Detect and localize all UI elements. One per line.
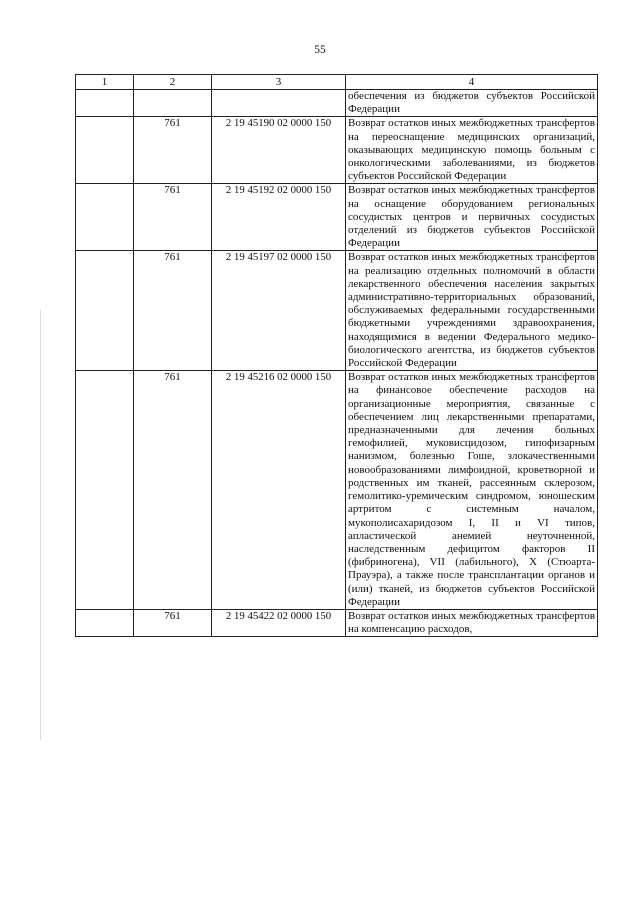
table-row bbox=[76, 609, 598, 636]
kbk-code-cell: 2 19 45192 02 0000 150 bbox=[212, 184, 346, 251]
table-row bbox=[76, 251, 598, 371]
table-row bbox=[76, 117, 598, 184]
admin-code-cell: 761 bbox=[134, 117, 212, 184]
kbk-code-cell: 2 19 45216 02 0000 150 bbox=[212, 371, 346, 610]
cell-col1 bbox=[76, 371, 134, 610]
description-cell: Возврат остатков иных межбюджетных трансфертов на оснащение оборудованием региональных сосудистых центров и первичных сосудистых отделений из бюджетов субъектов Российской Федерации bbox=[346, 184, 598, 251]
admin-code-cell: 761 bbox=[134, 609, 212, 636]
cell-empty bbox=[76, 90, 134, 117]
description-cell: Возврат остатков иных межбюджетных трансфертов на переоснащение медицинских организаций, оказывающих медицинскую помощь больным с онкологическими заболеваниями, из бюджетов субъектов Российской Федерации bbox=[346, 117, 598, 184]
header-col-2: 2 bbox=[134, 75, 212, 90]
description-cell: Возврат остатков иных межбюджетных трансфертов на компенсацию расходов, bbox=[346, 609, 598, 636]
kbk-code-cell: 2 19 45422 02 0000 150 bbox=[212, 609, 346, 636]
kbk-code-cell: 2 19 45190 02 0000 150 bbox=[212, 117, 346, 184]
header-col-3: 3 bbox=[212, 75, 346, 90]
description-cell: обеспечения из бюджетов субъектов Российской Федерации bbox=[346, 90, 598, 117]
description-cell: Возврат остатков иных межбюджетных трансфертов на финансовое обеспечение расходов на организационные мероприятия, связанные с обеспечением лиц лекарственными препаратами, предназначенными для лечения больных гемофилией, муковисцидозом, гипофизарным нанизмом, болезнью Гоше, злокачественными новообразованиями лимфоидной, кроветворной и родственных им тканей, рассеянным склерозом, гемолитико-уремическим синдромом, юношеским артритом с системным началом, мукополисахаридозом I, II и VI типов, апластической анемией неуточненной, наследственным дефицитом факторов II (фибриногена), VII (лабильного), X (Стюарта-Прауэра), а также после трансплантации органов и (или) тканей, из бюджетов субъектов Российской Федерации bbox=[346, 371, 598, 610]
table-row bbox=[76, 184, 598, 251]
cell-empty bbox=[212, 90, 346, 117]
admin-code-cell: 761 bbox=[134, 251, 212, 371]
header-col-4: 4 bbox=[346, 75, 598, 90]
admin-code-cell: 761 bbox=[134, 184, 212, 251]
table-header-row bbox=[76, 75, 598, 90]
cell-empty bbox=[134, 90, 212, 117]
admin-code-cell: 761 bbox=[134, 371, 212, 610]
table-row-continuation bbox=[76, 90, 598, 117]
table-row bbox=[76, 371, 598, 610]
cell-col1 bbox=[76, 609, 134, 636]
description-cell: Возврат остатков иных межбюджетных трансфертов на реализацию отдельных полномочий в области лекарственного обеспечения населения закрытых административно-территориальных образований, обслуживаемых федеральными государственными бюджетными учреждениями здравоохранения, находящимися в ведении Федерального медико-биологического агентства, из бюджетов субъектов Российской Федерации bbox=[346, 251, 598, 371]
header-col-1: 1 bbox=[76, 75, 134, 90]
cell-col1 bbox=[76, 184, 134, 251]
cell-col1 bbox=[76, 117, 134, 184]
cell-col1 bbox=[76, 251, 134, 371]
kbk-code-cell: 2 19 45197 02 0000 150 bbox=[212, 251, 346, 371]
budget-classification-table bbox=[75, 74, 598, 637]
page-number: 55 bbox=[314, 44, 326, 56]
scan-edge-line bbox=[40, 310, 41, 740]
